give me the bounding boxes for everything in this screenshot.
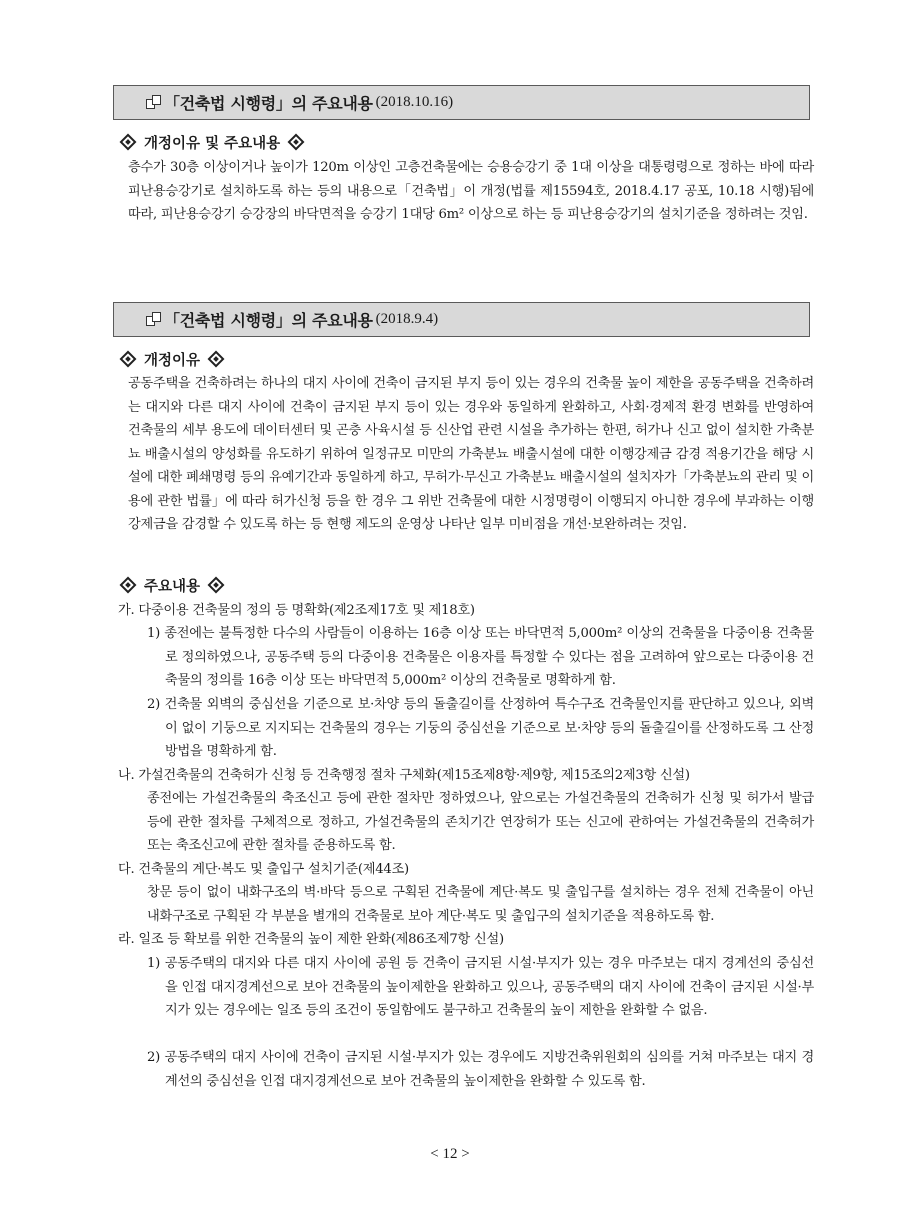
diamond-bullet-icon [120, 577, 137, 594]
section-header-2018-10-16 [113, 85, 810, 120]
heading-text: 개정이유 및 주요내용 [144, 135, 281, 152]
item-ra-title: 라. 일조 등 확보를 위한 건축물의 높이 제한 완화(제86조제7항 신설) [118, 932, 504, 947]
section-title: 「건축법 시행령」의 주요내용 [164, 311, 373, 330]
document-copy-icon [146, 95, 162, 111]
section-date: (2018.9.4) [375, 311, 439, 327]
diamond-bullet-icon [120, 351, 137, 368]
item-na-title: 나. 가설건축물의 건축허가 신청 등 건축행정 절차 구체화(제15조제8항·제9항, 제15조의2제3항 신설) [118, 768, 690, 783]
item-ra-1: 1) 공동주택의 대지와 다른 대지 사이에 공원 등 건축이 금지된 시설·부지가 있는 경우 마주보는 대지 경계선의 중심선을 인접 대지경계선으로 보아 건축물의 높이제한을 완화하고 있으나, 공동주택의 대지 사이에 건축이 금지된 시설·부지가 있는 경우에는 일조 등의 조건이 동일함에도 불구하고 건축물의 높이 제한을 완화할 수 없음. [147, 956, 814, 1018]
heading-reason-and-content [118, 132, 306, 152]
document-copy-icon [146, 312, 162, 328]
item-da-body: 창문 등이 없이 내화구조의 벽·바닥 등으로 구획된 건축물에 계단·복도 및 출입구를 설치하는 경우 전체 건축물이 아닌 내화구조로 구획된 각 부분을 별개의 건축물로 보아 계단·복도 및 출입구의 설치기준을 적용하도록 함. [147, 885, 814, 924]
page-number: < 12 > [430, 1146, 470, 1162]
item-da-title: 다. 건축물의 계단·복도 및 출입구 설치기준(제44조) [118, 862, 409, 877]
diamond-bullet-icon [120, 134, 137, 151]
section-1-body: 층수가 30층 이상이거나 높이가 120m 이상인 고층건축물에는 승용승강기 중 1대 이상을 대통령령으로 정하는 바에 따라 피난용승강기로 설치하도록 하는 등의 내용으로「건축법」이 개정(법률 제15594호, 2018.4.17 공포, 10.18 시행)됨에 따라, 피난용승강기 승강장의 바닥면적을 승강기 1대당 6m² 이상으로 하는 등 피난용승강기의 설치기준을 정하려는 것임. [128, 160, 814, 222]
item-ga-title: 가. 다중이용 건축물의 정의 등 명확화(제2조제17호 및 제18호) [118, 603, 475, 618]
section-title: 「건축법 시행령」의 주요내용 [164, 94, 373, 113]
heading-reason [118, 349, 226, 369]
diamond-bullet-icon [208, 577, 225, 594]
heading-main-content [118, 575, 226, 595]
item-ga-1: 1) 종전에는 불특정한 다수의 사람들이 이용하는 16층 이상 또는 바닥면적 5,000m² 이상의 건축물을 다중이용 건축물로 정의하였으나, 공동주택 등의 다중이용 건축물은 이용자를 특정할 수 있다는 점을 고려하여 앞으로는 다중이용 건축물의 정의를 16층 이상 또는 바닥면적 5,000m² 이상의 건축물로 명확하게 함. [147, 626, 814, 688]
diamond-bullet-icon [208, 351, 225, 368]
heading-text: 개정이유 [144, 352, 201, 369]
heading-text: 주요내용 [144, 578, 201, 595]
item-ga-2: 2) 건축물 외벽의 중심선을 기준으로 보·차양 등의 돌출길이를 산정하여 특수구조 건축물인지를 판단하고 있으나, 외벽이 없이 기둥으로 지지되는 건축물의 경우는 기둥의 중심선을 기준으로 보·차양 등의 돌출길이를 산정하도록 그 산정방법을 명확하게 함. [147, 697, 814, 759]
diamond-bullet-icon [288, 134, 305, 151]
section-date: (2018.10.16) [375, 94, 454, 110]
item-ra-2: 2) 공동주택의 대지 사이에 건축이 금지된 시설·부지가 있는 경우에도 지방건축위원회의 심의를 거쳐 마주보는 대지 경계선의 중심선을 인접 대지경계선으로 보아 건축물의 높이제한을 완화할 수 있도록 함. [147, 1050, 814, 1089]
item-na-body: 종전에는 가설건축물의 축조신고 등에 관한 절차만 정하였으나, 앞으로는 가설건축물의 건축허가 신청 및 허가서 발급 등에 관한 절차를 구체적으로 정하고, 가설건축물의 존치기간 연장허가 또는 신고에 관하여는 가설건축물의 건축허가 또는 축조신고에 관한 절차를 준용하도록 함. [147, 791, 814, 853]
reason-body: 공동주택을 건축하려는 하나의 대지 사이에 건축이 금지된 부지 등이 있는 경우의 건축물 높이 제한을 공동주택을 건축하려는 대지와 다른 대지 사이에 건축이 금지된 부지 등이 있는 경우와 동일하게 완화하고, 사회·경제적 환경 변화를 반영하여 건축물의 세부 용도에 데이터센터 및 곤충 사육시설 등 신산업 관련 시설을 추가하는 한편, 허가나 신고 없이 설치한 가축분뇨 배출시설의 양성화를 유도하기 위하여 일정규모 미만의 가축분뇨 배출시설에 대한 이행강제금 감경 적용기간을 해당 시설에 대한 폐쇄명령 등의 유예기간과 동일하게 하고, 무허가·무신고 가축분뇨 배출시설의 설치자가「가축분뇨의 관리 및 이용에 관한 법률」에 따라 허가신청 등을 한 경우 그 위반 건축물에 대한 시정명령이 이행되지 아니한 경우에 부과하는 이행강제금을 감경할 수 있도록 하는 등 현행 제도의 운영상 나타난 일부 미비점을 개선·보완하려는 것임. [128, 376, 814, 532]
section-header-2018-9-4 [113, 302, 810, 337]
